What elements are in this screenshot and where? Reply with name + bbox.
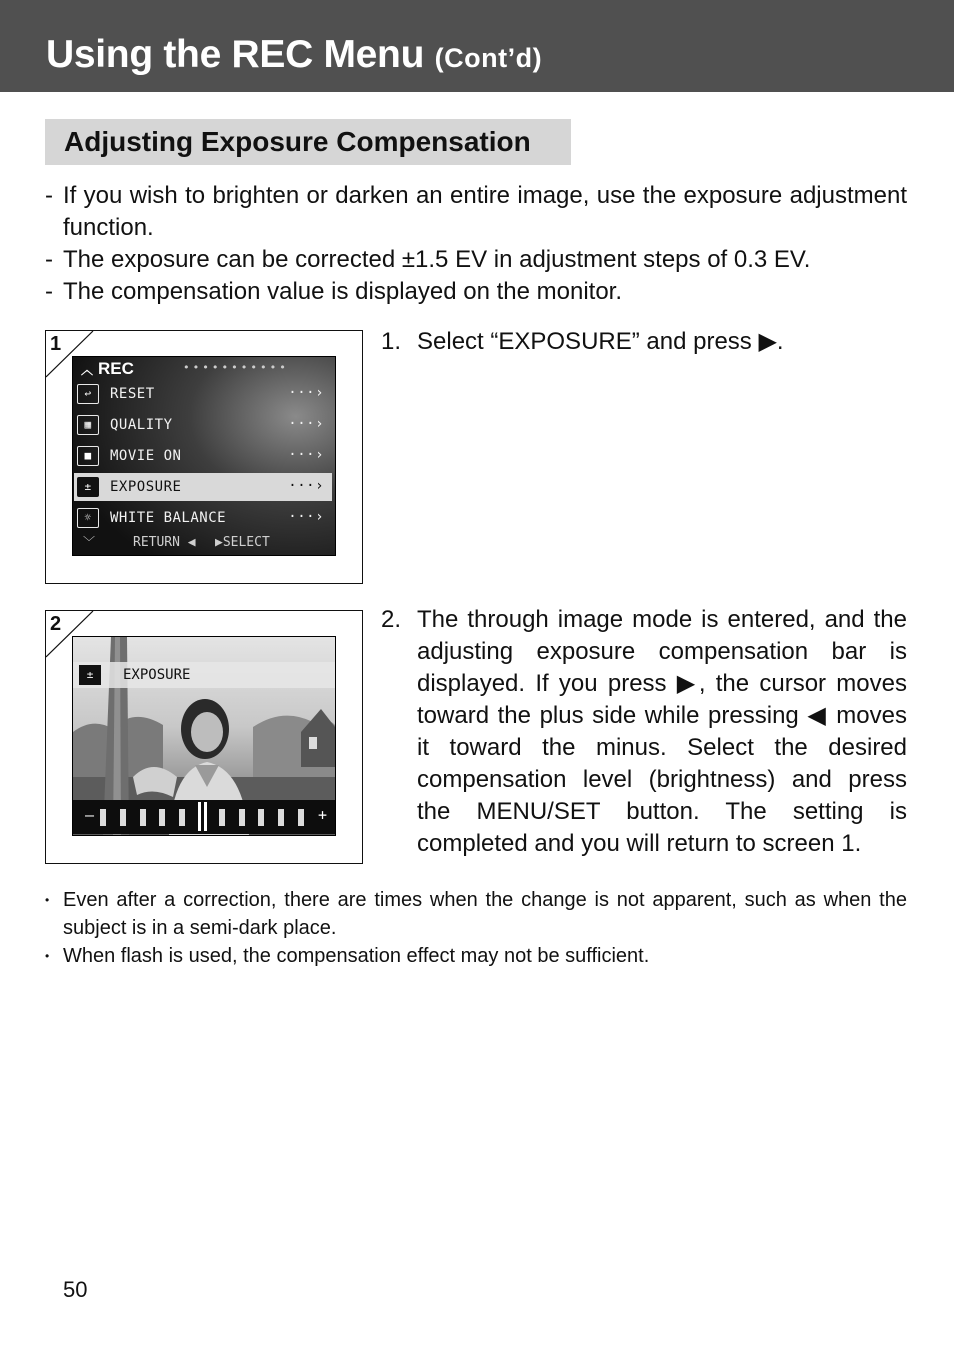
exposure-tick bbox=[239, 809, 245, 826]
exposure-tick bbox=[219, 809, 225, 826]
plus-label: + bbox=[317, 806, 327, 824]
menu-item-white-balance bbox=[74, 504, 332, 532]
menu-dots: ••••••••••• bbox=[183, 361, 289, 374]
footer-return bbox=[133, 535, 196, 550]
page-title bbox=[46, 33, 542, 77]
menu-item-label: EXPOSURE bbox=[110, 479, 182, 495]
footer-return-label: RETURN bbox=[133, 535, 180, 550]
exposure-tick bbox=[179, 809, 185, 826]
section-title: Adjusting Exposure Compensation bbox=[64, 126, 531, 157]
menu-item-quality bbox=[74, 411, 332, 439]
intro-list bbox=[45, 180, 907, 308]
figure-number: 1 bbox=[50, 333, 62, 355]
exposure-tick bbox=[100, 809, 106, 826]
exposure-tick bbox=[258, 809, 264, 826]
exposure-compensation-icon: ± bbox=[77, 477, 99, 497]
chevron-down-icon: ﹀ bbox=[83, 535, 96, 549]
exposure-tick bbox=[278, 809, 284, 826]
quality-icon: ▦ bbox=[77, 415, 99, 435]
step-text: The through image mode is entered, and the adjusting exposure compensation bar is displayed. If you press ▶, the cursor moves toward the plus side while pressing ◀ moves it toward the minus. Select the desired compensation level (brightness) and press the MENU/SET button. The setting is completed and you will return to screen 1. bbox=[417, 606, 907, 857]
step-1 bbox=[381, 326, 907, 358]
menu-item-movie-on bbox=[74, 442, 332, 470]
lcd-screen-menu bbox=[72, 356, 336, 556]
exposure-tick bbox=[159, 809, 165, 826]
reset-icon: ↩ bbox=[77, 384, 99, 404]
menu-item-label: QUALITY bbox=[110, 417, 173, 433]
white-balance-icon: ☼ bbox=[77, 508, 99, 528]
figure-exposure-screen bbox=[45, 610, 363, 864]
note-item: • Even after a correction, there are times when the change is not apparent, such as when the subject is in a semi-dark place. bbox=[45, 886, 907, 942]
step-text: Select “EXPOSURE” and press ▶. bbox=[417, 328, 784, 355]
menu-item-exposure bbox=[74, 473, 332, 501]
minus-label: – bbox=[85, 806, 95, 824]
page-title-main: Using the REC Menu bbox=[46, 33, 425, 76]
movie-camera-icon: ■ bbox=[77, 446, 99, 466]
menu-item-label: WHITE BALANCE bbox=[110, 510, 227, 526]
intro-item: - The exposure can be corrected ±1.5 EV in adjustment steps of 0.3 EV. bbox=[45, 244, 907, 276]
intro-item: - The compensation value is displayed on the monitor. bbox=[45, 276, 907, 308]
right-arrow-icon: ▶ bbox=[215, 535, 223, 550]
exposure-tick bbox=[120, 809, 126, 826]
intro-item: - If you wish to brighten or darken an entire image, use the exposure adjustment function. bbox=[45, 180, 907, 244]
more-arrow-icon: ···› bbox=[288, 509, 324, 525]
footer-select bbox=[215, 535, 270, 550]
exposure-label: EXPOSURE bbox=[123, 667, 191, 683]
step-number: 1. bbox=[381, 328, 402, 355]
more-arrow-icon: ···› bbox=[288, 385, 324, 401]
page-number: 50 bbox=[63, 1277, 88, 1302]
menu-item-label: RESET bbox=[110, 386, 155, 402]
step-2 bbox=[381, 604, 907, 860]
exposure-cursor bbox=[198, 802, 201, 831]
more-arrow-icon: ···› bbox=[288, 478, 324, 494]
exposure-tick bbox=[140, 809, 146, 826]
exposure-compensation-bar bbox=[73, 800, 335, 834]
note-item: • When flash is used, the compensation effect may not be sufficient. bbox=[45, 942, 907, 970]
menu-title bbox=[81, 359, 134, 381]
figure-rec-menu bbox=[45, 330, 363, 584]
step-number: 2. bbox=[381, 606, 402, 633]
menu-item-label: MOVIE ON bbox=[110, 448, 182, 464]
page-title-suffix: (Cont’d) bbox=[434, 43, 543, 73]
exposure-cursor bbox=[204, 802, 207, 831]
exposure-tick bbox=[298, 809, 304, 826]
lcd-screen-exposure bbox=[72, 636, 336, 836]
exposure-compensation-icon: ± bbox=[79, 665, 101, 685]
notes-list bbox=[45, 886, 907, 970]
figure-number: 2 bbox=[50, 613, 62, 635]
more-arrow-icon: ···› bbox=[288, 416, 324, 432]
menu-title-text: REC bbox=[98, 359, 134, 378]
menu-footer bbox=[73, 532, 335, 554]
section-heading-bar bbox=[45, 119, 571, 165]
exposure-header bbox=[73, 662, 335, 688]
more-arrow-icon: ···› bbox=[288, 447, 324, 463]
page-header bbox=[0, 0, 954, 92]
menu-item-reset bbox=[74, 380, 332, 408]
chevron-up-icon: ︿ bbox=[81, 363, 94, 377]
footer-select-label: SELECT bbox=[222, 535, 270, 550]
left-arrow-icon: ◀ bbox=[187, 535, 196, 550]
